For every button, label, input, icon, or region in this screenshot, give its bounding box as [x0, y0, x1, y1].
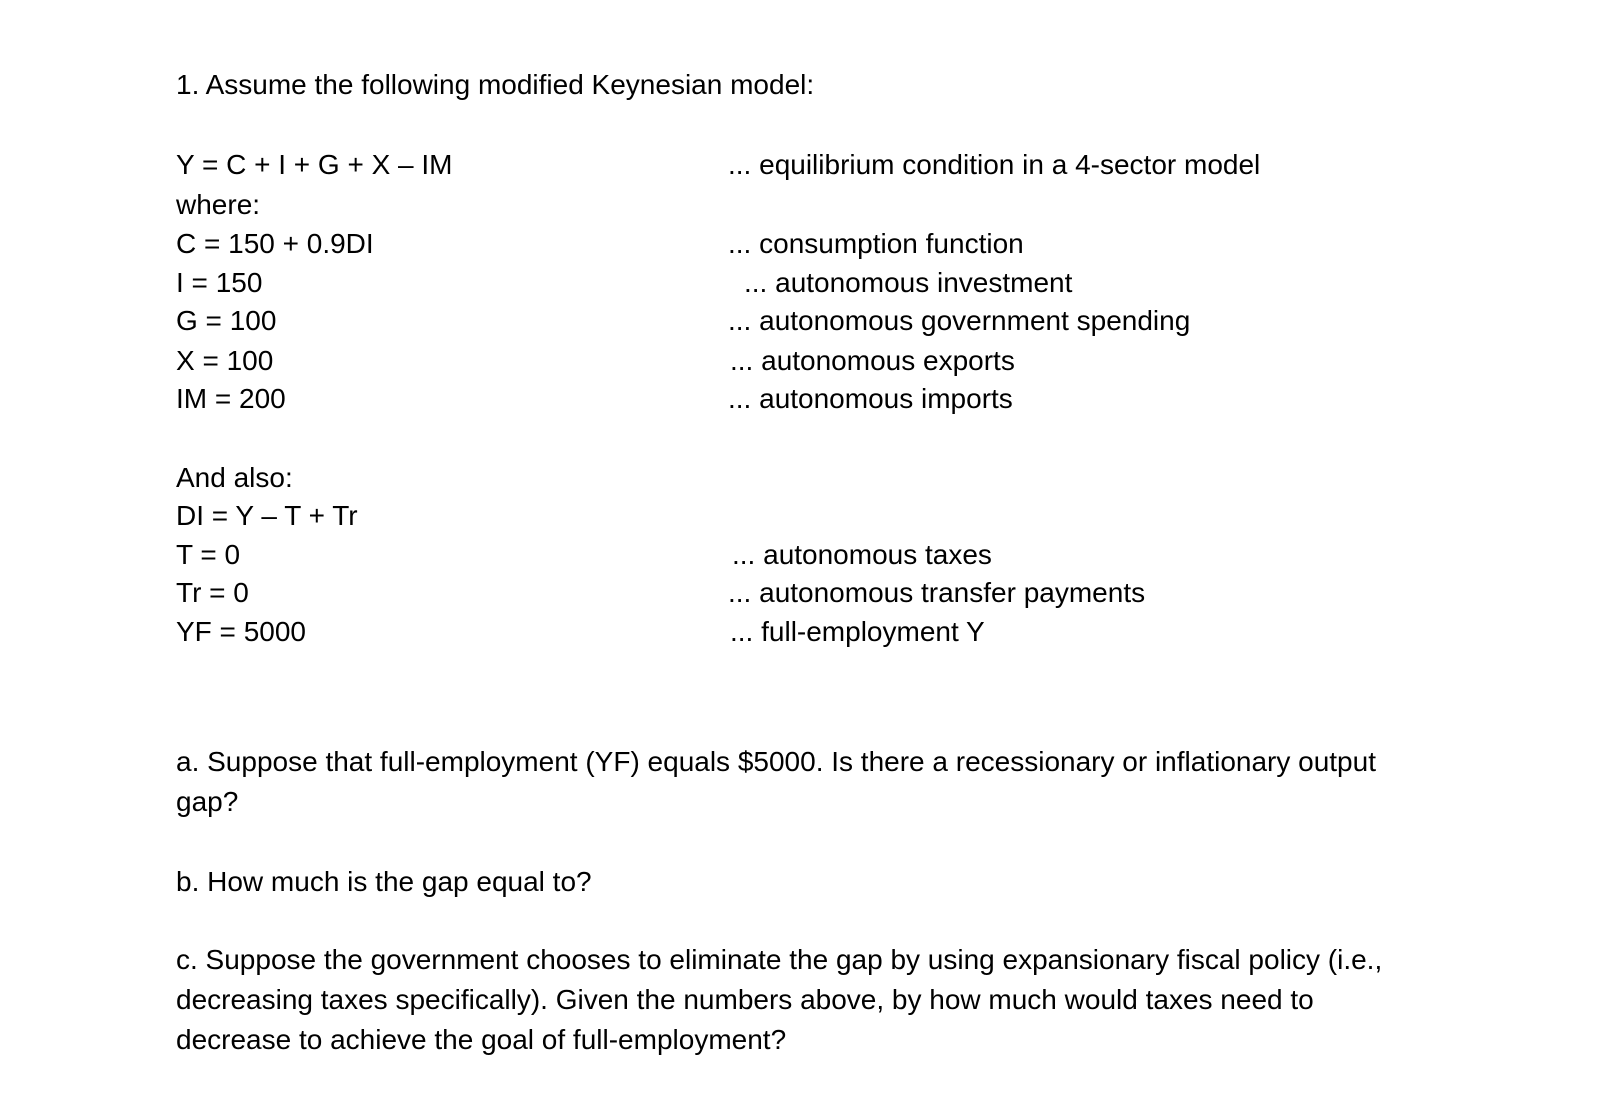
question-title: 1. Assume the following modified Keynesian model:	[176, 69, 815, 100]
note-imports: ... autonomous imports	[728, 383, 1013, 414]
and-also-heading: And also:	[176, 462, 293, 493]
equation-transfers: Tr = 0	[176, 577, 249, 608]
question-c: c. Suppose the government chooses to eliminate the gap by using expansionary fiscal policy (i.e., decreasing taxes specifically). Given the numbers above, by how much would taxes need to decrease to achieve the goal of full-employment?	[176, 944, 1383, 1055]
question-b: b. How much is the gap equal to?	[176, 866, 592, 897]
equation-investment: I = 150	[176, 267, 263, 298]
equation-government: G = 100	[176, 305, 277, 336]
equation-consumption: C = 150 + 0.9DI	[176, 228, 374, 259]
note-investment: ... autonomous investment	[744, 267, 1073, 298]
note-transfers: ... autonomous transfer payments	[728, 577, 1146, 608]
note-government: ... autonomous government spending	[728, 305, 1191, 336]
equation-exports: X = 100	[176, 345, 274, 376]
equation-full-employment: YF = 5000	[176, 616, 306, 647]
equation-equilibrium: Y = C + I + G + X – IM	[176, 149, 453, 180]
equation-taxes: T = 0	[176, 539, 241, 570]
equation-disposable-income: DI = Y – T + Tr	[176, 500, 358, 531]
note-equilibrium: ... equilibrium condition in a 4-sector model	[728, 149, 1261, 180]
note-taxes: ... autonomous taxes	[732, 539, 992, 570]
question-a: a. Suppose that full-employment (YF) equals $5000. Is there a recessionary or inflationary output gap?	[176, 746, 1376, 817]
note-consumption: ... consumption function	[728, 228, 1024, 259]
note-exports: ... autonomous exports	[730, 345, 1015, 376]
equation-imports: IM = 200	[176, 383, 286, 414]
note-full-employment: ... full-employment Y	[730, 616, 985, 647]
where-label: where:	[176, 189, 261, 220]
